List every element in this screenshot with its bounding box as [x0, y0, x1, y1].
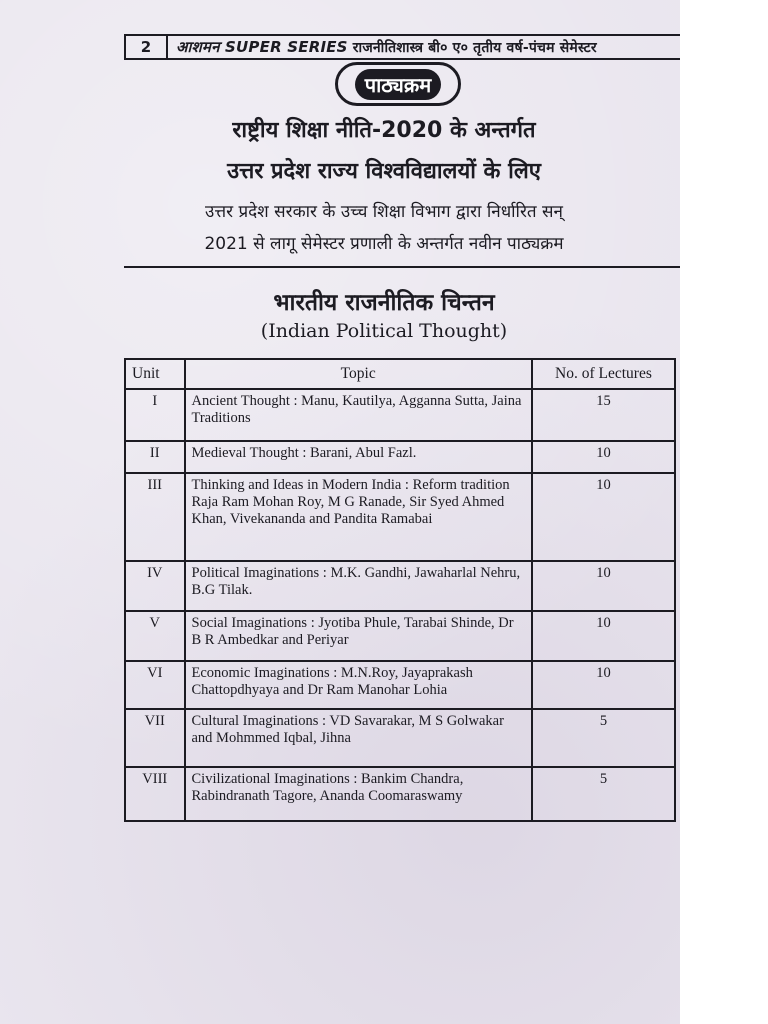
header-topic: Topic: [185, 359, 532, 389]
lectures-cell: 10: [532, 441, 675, 473]
running-header: [124, 34, 680, 60]
lectures-cell: 10: [532, 661, 675, 709]
series-brand: आशमन SUPER SERIES: [176, 38, 348, 56]
table-header-row: [125, 359, 675, 389]
lectures-cell: 5: [532, 767, 675, 821]
heading-govt-note-2: 2021 से लागू सेमेस्टर प्रणाली के अन्तर्गत नवीन पाठ्यक्रम: [204, 234, 564, 254]
topic-cell: Cultural Imaginations : VD Savarakar, M S Golwakar and Mohmmed Iqbal, Jihna: [185, 709, 532, 767]
lectures-cell: 5: [532, 709, 675, 767]
table-row: [125, 473, 675, 561]
syllabus-badge: [335, 62, 461, 106]
unit-cell: I: [125, 389, 185, 441]
topic-cell: Civilizational Imaginations : Bankim Chandra, Rabindranath Tagore, Ananda Coomaraswamy: [185, 767, 532, 821]
unit-cell: VII: [125, 709, 185, 767]
series-title: [168, 37, 597, 57]
lectures-cell: 10: [532, 561, 675, 611]
lectures-cell: 10: [532, 473, 675, 561]
header-unit: Unit: [125, 359, 185, 389]
unit-cell: II: [125, 441, 185, 473]
unit-cell: IV: [125, 561, 185, 611]
unit-cell: VIII: [125, 767, 185, 821]
table-row: [125, 441, 675, 473]
heading-nep: राष्ट्रीय शिक्षा नीति-2020 के अन्तर्गत: [232, 118, 536, 143]
table-row: [125, 389, 675, 441]
section-divider: [124, 266, 680, 268]
page-number: 2: [126, 36, 168, 58]
series-subtitle: राजनीतिशास्त्र बी० ए० तृतीय वर्ष-पंचम सेमेस्टर: [352, 40, 597, 56]
table-row: [125, 661, 675, 709]
subject-title-hindi: भारतीय राजनीतिक चिन्तन: [273, 290, 495, 316]
table-row: [125, 561, 675, 611]
heading-govt-note-1: उत्तर प्रदेश सरकार के उच्च शिक्षा विभाग द्वारा निर्धारित सन्: [205, 202, 563, 222]
unit-cell: VI: [125, 661, 185, 709]
heading-up-universities: उत्तर प्रदेश राज्य विश्वविद्यालयों के लिए: [227, 159, 541, 184]
lectures-cell: 10: [532, 611, 675, 661]
topic-cell: Political Imaginations : M.K. Gandhi, Jawaharlal Nehru, B.G Tilak.: [185, 561, 532, 611]
topic-cell: Ancient Thought : Manu, Kautilya, Agganna Sutta, Jaina Traditions: [185, 389, 532, 441]
page-content: [88, 0, 680, 1024]
header-lectures: No. of Lectures: [532, 359, 675, 389]
syllabus-table: [124, 358, 676, 822]
topic-cell: Economic Imaginations : M.N.Roy, Jayaprakash Chattopdhyaya and Dr Ram Manohar Lohia: [185, 661, 532, 709]
unit-cell: III: [125, 473, 185, 561]
table-row: [125, 767, 675, 821]
unit-cell: V: [125, 611, 185, 661]
topic-cell: Thinking and Ideas in Modern India : Reform tradition Raja Ram Mohan Roy, M G Ranade, Sir Syed Ahmed Khan, Vivekananda and Pandita Ramabai: [185, 473, 532, 561]
syllabus-badge-label: पाठ्यक्रम: [355, 69, 441, 100]
lectures-cell: 15: [532, 389, 675, 441]
table-row: [125, 611, 675, 661]
topic-cell: Medieval Thought : Barani, Abul Fazl.: [185, 441, 532, 473]
topic-cell: Social Imaginations : Jyotiba Phule, Tarabai Shinde, Dr B R Ambedkar and Periyar: [185, 611, 532, 661]
subject-title-english: (Indian Political Thought): [260, 320, 508, 342]
table-row: [125, 709, 675, 767]
